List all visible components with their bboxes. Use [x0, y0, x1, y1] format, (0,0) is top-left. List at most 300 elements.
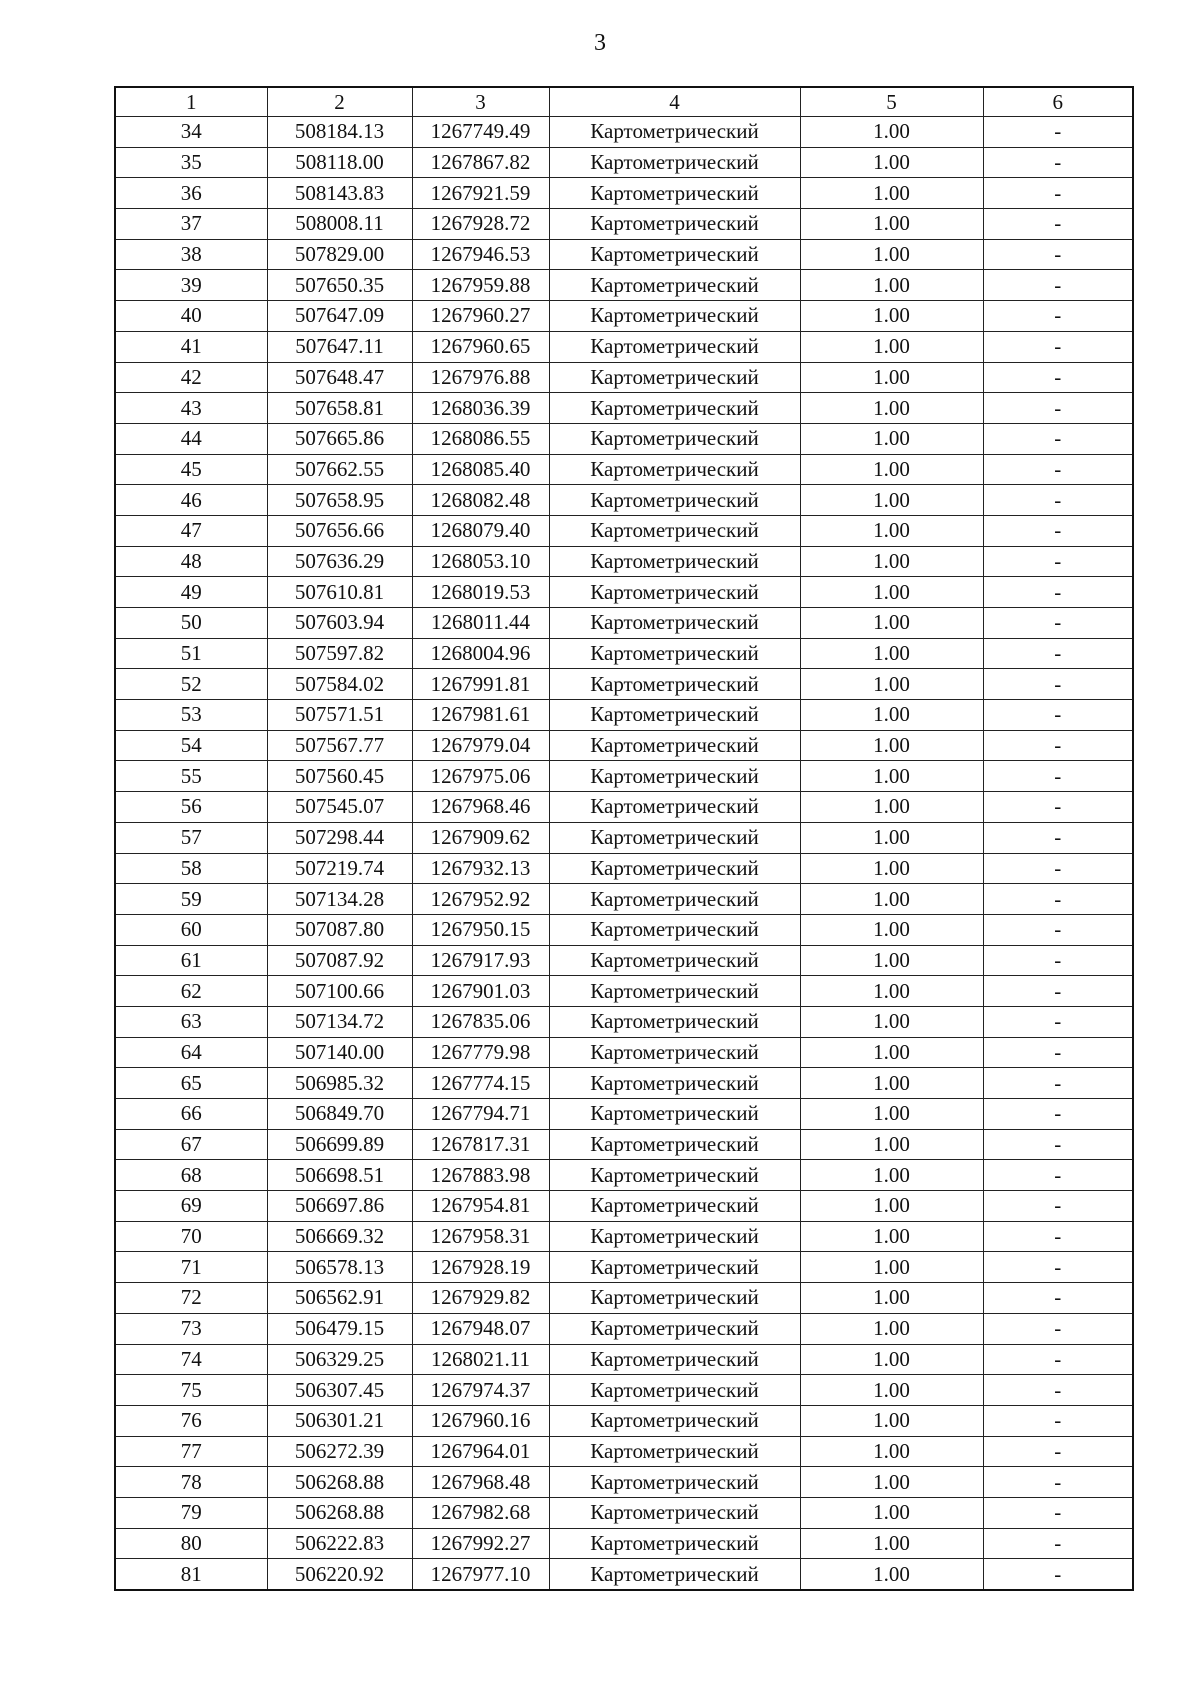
accuracy-cell: 1.00	[800, 1191, 983, 1222]
method-cell: Картометрический	[549, 393, 800, 424]
note-cell: -	[983, 331, 1133, 362]
note-cell: -	[983, 1252, 1133, 1283]
method-cell: Картометрический	[549, 515, 800, 546]
y-coordinate-cell: 1267921.59	[412, 178, 549, 209]
table-row	[115, 1221, 1133, 1252]
table-row	[115, 638, 1133, 669]
method-cell: Картометрический	[549, 1221, 800, 1252]
x-coordinate-cell: 507647.11	[267, 331, 412, 362]
table-row	[115, 1497, 1133, 1528]
table-row	[115, 485, 1133, 516]
note-cell: -	[983, 1006, 1133, 1037]
table-row	[115, 792, 1133, 823]
note-cell: -	[983, 423, 1133, 454]
x-coordinate-cell: 507087.92	[267, 945, 412, 976]
method-cell: Картометрический	[549, 1467, 800, 1498]
y-coordinate-cell: 1267959.88	[412, 270, 549, 301]
accuracy-cell: 1.00	[800, 700, 983, 731]
y-coordinate-cell: 1267817.31	[412, 1129, 549, 1160]
point-number-cell: 70	[115, 1221, 267, 1252]
note-cell: -	[983, 1068, 1133, 1099]
note-cell: -	[983, 178, 1133, 209]
accuracy-cell: 1.00	[800, 393, 983, 424]
table-row	[115, 178, 1133, 209]
table-row	[115, 1528, 1133, 1559]
y-coordinate-cell: 1267909.62	[412, 822, 549, 853]
note-cell: -	[983, 638, 1133, 669]
table-row	[115, 945, 1133, 976]
note-cell: -	[983, 1528, 1133, 1559]
point-number-cell: 78	[115, 1467, 267, 1498]
column-header-4: 4	[549, 87, 800, 117]
accuracy-cell: 1.00	[800, 423, 983, 454]
y-coordinate-cell: 1267981.61	[412, 700, 549, 731]
method-cell: Картометрический	[549, 1528, 800, 1559]
note-cell: -	[983, 1129, 1133, 1160]
accuracy-cell: 1.00	[800, 546, 983, 577]
x-coordinate-cell: 506307.45	[267, 1375, 412, 1406]
table-row	[115, 270, 1133, 301]
note-cell: -	[983, 1375, 1133, 1406]
x-coordinate-cell: 507603.94	[267, 608, 412, 639]
table-row	[115, 362, 1133, 393]
accuracy-cell: 1.00	[800, 1099, 983, 1130]
x-coordinate-cell: 507560.45	[267, 761, 412, 792]
table-row	[115, 976, 1133, 1007]
table-row	[115, 239, 1133, 270]
table-row	[115, 914, 1133, 945]
y-coordinate-cell: 1267928.19	[412, 1252, 549, 1283]
accuracy-cell: 1.00	[800, 209, 983, 240]
point-number-cell: 58	[115, 853, 267, 884]
table-row	[115, 393, 1133, 424]
note-cell: -	[983, 147, 1133, 178]
x-coordinate-cell: 507610.81	[267, 577, 412, 608]
y-coordinate-cell: 1267779.98	[412, 1037, 549, 1068]
table-row	[115, 577, 1133, 608]
table-row	[115, 1344, 1133, 1375]
y-coordinate-cell: 1267974.37	[412, 1375, 549, 1406]
method-cell: Картометрический	[549, 1405, 800, 1436]
point-number-cell: 51	[115, 638, 267, 669]
note-cell: -	[983, 669, 1133, 700]
table-row	[115, 853, 1133, 884]
y-coordinate-cell: 1267982.68	[412, 1497, 549, 1528]
y-coordinate-cell: 1267964.01	[412, 1436, 549, 1467]
accuracy-cell: 1.00	[800, 1497, 983, 1528]
method-cell: Картометрический	[549, 1160, 800, 1191]
method-cell: Картометрический	[549, 730, 800, 761]
method-cell: Картометрический	[549, 1068, 800, 1099]
x-coordinate-cell: 506699.89	[267, 1129, 412, 1160]
accuracy-cell: 1.00	[800, 730, 983, 761]
note-cell: -	[983, 301, 1133, 332]
point-number-cell: 34	[115, 117, 267, 148]
x-coordinate-cell: 506985.32	[267, 1068, 412, 1099]
point-number-cell: 81	[115, 1559, 267, 1590]
point-number-cell: 44	[115, 423, 267, 454]
point-number-cell: 52	[115, 669, 267, 700]
x-coordinate-cell: 507298.44	[267, 822, 412, 853]
table-row	[115, 761, 1133, 792]
table-row	[115, 147, 1133, 178]
point-number-cell: 56	[115, 792, 267, 823]
x-coordinate-cell: 507658.95	[267, 485, 412, 516]
accuracy-cell: 1.00	[800, 1375, 983, 1406]
table-row	[115, 301, 1133, 332]
accuracy-cell: 1.00	[800, 976, 983, 1007]
table-row	[115, 1559, 1133, 1590]
x-coordinate-cell: 507567.77	[267, 730, 412, 761]
note-cell: -	[983, 914, 1133, 945]
method-cell: Картометрический	[549, 822, 800, 853]
x-coordinate-cell: 506562.91	[267, 1283, 412, 1314]
x-coordinate-cell: 507665.86	[267, 423, 412, 454]
point-number-cell: 79	[115, 1497, 267, 1528]
accuracy-cell: 1.00	[800, 669, 983, 700]
method-cell: Картометрический	[549, 608, 800, 639]
method-cell: Картометрический	[549, 1436, 800, 1467]
y-coordinate-cell: 1267917.93	[412, 945, 549, 976]
point-number-cell: 71	[115, 1252, 267, 1283]
point-number-cell: 53	[115, 700, 267, 731]
accuracy-cell: 1.00	[800, 822, 983, 853]
table-row	[115, 1191, 1133, 1222]
accuracy-cell: 1.00	[800, 1313, 983, 1344]
y-coordinate-cell: 1267948.07	[412, 1313, 549, 1344]
accuracy-cell: 1.00	[800, 853, 983, 884]
method-cell: Картометрический	[549, 117, 800, 148]
table-row	[115, 700, 1133, 731]
point-number-cell: 73	[115, 1313, 267, 1344]
accuracy-cell: 1.00	[800, 1006, 983, 1037]
y-coordinate-cell: 1267979.04	[412, 730, 549, 761]
y-coordinate-cell: 1267774.15	[412, 1068, 549, 1099]
x-coordinate-cell: 507662.55	[267, 454, 412, 485]
point-number-cell: 61	[115, 945, 267, 976]
note-cell: -	[983, 485, 1133, 516]
y-coordinate-cell: 1268079.40	[412, 515, 549, 546]
x-coordinate-cell: 506479.15	[267, 1313, 412, 1344]
x-coordinate-cell: 507545.07	[267, 792, 412, 823]
method-cell: Картометрический	[549, 1191, 800, 1222]
accuracy-cell: 1.00	[800, 178, 983, 209]
y-coordinate-cell: 1267977.10	[412, 1559, 549, 1590]
y-coordinate-cell: 1267960.16	[412, 1405, 549, 1436]
y-coordinate-cell: 1268053.10	[412, 546, 549, 577]
note-cell: -	[983, 853, 1133, 884]
x-coordinate-cell: 507584.02	[267, 669, 412, 700]
point-number-cell: 76	[115, 1405, 267, 1436]
note-cell: -	[983, 270, 1133, 301]
y-coordinate-cell: 1267929.82	[412, 1283, 549, 1314]
point-number-cell: 63	[115, 1006, 267, 1037]
note-cell: -	[983, 608, 1133, 639]
y-coordinate-cell: 1267835.06	[412, 1006, 549, 1037]
method-cell: Картометрический	[549, 270, 800, 301]
y-coordinate-cell: 1268036.39	[412, 393, 549, 424]
x-coordinate-cell: 508118.00	[267, 147, 412, 178]
accuracy-cell: 1.00	[800, 761, 983, 792]
note-cell: -	[983, 1344, 1133, 1375]
x-coordinate-cell: 506849.70	[267, 1099, 412, 1130]
column-header-6: 6	[983, 87, 1133, 117]
note-cell: -	[983, 1313, 1133, 1344]
note-cell: -	[983, 761, 1133, 792]
accuracy-cell: 1.00	[800, 270, 983, 301]
point-number-cell: 50	[115, 608, 267, 639]
coordinates-table	[114, 86, 1134, 1591]
header-row	[115, 87, 1133, 117]
accuracy-cell: 1.00	[800, 485, 983, 516]
note-cell: -	[983, 1099, 1133, 1130]
point-number-cell: 49	[115, 577, 267, 608]
point-number-cell: 59	[115, 884, 267, 915]
method-cell: Картометрический	[549, 853, 800, 884]
x-coordinate-cell: 506698.51	[267, 1160, 412, 1191]
table-row	[115, 822, 1133, 853]
y-coordinate-cell: 1268082.48	[412, 485, 549, 516]
method-cell: Картометрический	[549, 976, 800, 1007]
x-coordinate-cell: 506329.25	[267, 1344, 412, 1375]
column-header-3: 3	[412, 87, 549, 117]
accuracy-cell: 1.00	[800, 1559, 983, 1590]
y-coordinate-cell: 1267928.72	[412, 209, 549, 240]
note-cell: -	[983, 945, 1133, 976]
y-coordinate-cell: 1267946.53	[412, 239, 549, 270]
note-cell: -	[983, 1405, 1133, 1436]
y-coordinate-cell: 1267958.31	[412, 1221, 549, 1252]
x-coordinate-cell: 507829.00	[267, 239, 412, 270]
y-coordinate-cell: 1268011.44	[412, 608, 549, 639]
x-coordinate-cell: 507648.47	[267, 362, 412, 393]
note-cell: -	[983, 239, 1133, 270]
point-number-cell: 42	[115, 362, 267, 393]
table-row	[115, 423, 1133, 454]
x-coordinate-cell: 506272.39	[267, 1436, 412, 1467]
y-coordinate-cell: 1268086.55	[412, 423, 549, 454]
y-coordinate-cell: 1267867.82	[412, 147, 549, 178]
method-cell: Картометрический	[549, 178, 800, 209]
y-coordinate-cell: 1267901.03	[412, 976, 549, 1007]
accuracy-cell: 1.00	[800, 454, 983, 485]
accuracy-cell: 1.00	[800, 1405, 983, 1436]
x-coordinate-cell: 507571.51	[267, 700, 412, 731]
accuracy-cell: 1.00	[800, 914, 983, 945]
note-cell: -	[983, 1436, 1133, 1467]
method-cell: Картометрический	[549, 1129, 800, 1160]
table-row	[115, 546, 1133, 577]
x-coordinate-cell: 507219.74	[267, 853, 412, 884]
y-coordinate-cell: 1267950.15	[412, 914, 549, 945]
method-cell: Картометрический	[549, 1559, 800, 1590]
note-cell: -	[983, 1283, 1133, 1314]
accuracy-cell: 1.00	[800, 1129, 983, 1160]
method-cell: Картометрический	[549, 577, 800, 608]
method-cell: Картометрический	[549, 1497, 800, 1528]
method-cell: Картометрический	[549, 546, 800, 577]
x-coordinate-cell: 506669.32	[267, 1221, 412, 1252]
method-cell: Картометрический	[549, 362, 800, 393]
table-row	[115, 209, 1133, 240]
y-coordinate-cell: 1267968.46	[412, 792, 549, 823]
note-cell: -	[983, 454, 1133, 485]
method-cell: Картометрический	[549, 914, 800, 945]
table-row	[115, 1099, 1133, 1130]
point-number-cell: 38	[115, 239, 267, 270]
method-cell: Картометрический	[549, 147, 800, 178]
y-coordinate-cell: 1268085.40	[412, 454, 549, 485]
table-row	[115, 1375, 1133, 1406]
table-row	[115, 1068, 1133, 1099]
page-number: 3	[594, 30, 606, 56]
table-row	[115, 1037, 1133, 1068]
accuracy-cell: 1.00	[800, 515, 983, 546]
method-cell: Картометрический	[549, 485, 800, 516]
point-number-cell: 54	[115, 730, 267, 761]
x-coordinate-cell: 507597.82	[267, 638, 412, 669]
method-cell: Картометрический	[549, 239, 800, 270]
note-cell: -	[983, 730, 1133, 761]
table-row	[115, 1160, 1133, 1191]
x-coordinate-cell: 506301.21	[267, 1405, 412, 1436]
table-row	[115, 1006, 1133, 1037]
method-cell: Картометрический	[549, 884, 800, 915]
accuracy-cell: 1.00	[800, 884, 983, 915]
x-coordinate-cell: 506268.88	[267, 1467, 412, 1498]
accuracy-cell: 1.00	[800, 1068, 983, 1099]
method-cell: Картометрический	[549, 1252, 800, 1283]
accuracy-cell: 1.00	[800, 331, 983, 362]
accuracy-cell: 1.00	[800, 1528, 983, 1559]
table-row	[115, 117, 1133, 148]
point-number-cell: 68	[115, 1160, 267, 1191]
table-row	[115, 1129, 1133, 1160]
note-cell: -	[983, 1037, 1133, 1068]
point-number-cell: 75	[115, 1375, 267, 1406]
note-cell: -	[983, 1221, 1133, 1252]
method-cell: Картометрический	[549, 209, 800, 240]
method-cell: Картометрический	[549, 669, 800, 700]
x-coordinate-cell: 506268.88	[267, 1497, 412, 1528]
y-coordinate-cell: 1267968.48	[412, 1467, 549, 1498]
accuracy-cell: 1.00	[800, 362, 983, 393]
point-number-cell: 60	[115, 914, 267, 945]
note-cell: -	[983, 362, 1133, 393]
table-row	[115, 1436, 1133, 1467]
point-number-cell: 77	[115, 1436, 267, 1467]
table-row	[115, 331, 1133, 362]
x-coordinate-cell: 507647.09	[267, 301, 412, 332]
note-cell: -	[983, 792, 1133, 823]
y-coordinate-cell: 1267749.49	[412, 117, 549, 148]
y-coordinate-cell: 1267954.81	[412, 1191, 549, 1222]
table-row	[115, 884, 1133, 915]
note-cell: -	[983, 117, 1133, 148]
x-coordinate-cell: 508184.13	[267, 117, 412, 148]
accuracy-cell: 1.00	[800, 1344, 983, 1375]
table-row	[115, 1467, 1133, 1498]
method-cell: Картометрический	[549, 1344, 800, 1375]
x-coordinate-cell: 508143.83	[267, 178, 412, 209]
point-number-cell: 47	[115, 515, 267, 546]
method-cell: Картометрический	[549, 700, 800, 731]
y-coordinate-cell: 1267960.27	[412, 301, 549, 332]
point-number-cell: 36	[115, 178, 267, 209]
x-coordinate-cell: 507636.29	[267, 546, 412, 577]
point-number-cell: 72	[115, 1283, 267, 1314]
method-cell: Картометрический	[549, 331, 800, 362]
x-coordinate-cell: 506578.13	[267, 1252, 412, 1283]
point-number-cell: 43	[115, 393, 267, 424]
y-coordinate-cell: 1267794.71	[412, 1099, 549, 1130]
column-header-1: 1	[115, 87, 267, 117]
x-coordinate-cell: 507656.66	[267, 515, 412, 546]
point-number-cell: 67	[115, 1129, 267, 1160]
accuracy-cell: 1.00	[800, 1221, 983, 1252]
y-coordinate-cell: 1268004.96	[412, 638, 549, 669]
accuracy-cell: 1.00	[800, 239, 983, 270]
x-coordinate-cell: 508008.11	[267, 209, 412, 240]
accuracy-cell: 1.00	[800, 945, 983, 976]
accuracy-cell: 1.00	[800, 117, 983, 148]
method-cell: Картометрический	[549, 301, 800, 332]
point-number-cell: 62	[115, 976, 267, 1007]
y-coordinate-cell: 1267991.81	[412, 669, 549, 700]
point-number-cell: 80	[115, 1528, 267, 1559]
point-number-cell: 48	[115, 546, 267, 577]
table-row	[115, 515, 1133, 546]
point-number-cell: 37	[115, 209, 267, 240]
accuracy-cell: 1.00	[800, 301, 983, 332]
note-cell: -	[983, 1559, 1133, 1590]
method-cell: Картометрический	[549, 454, 800, 485]
note-cell: -	[983, 1191, 1133, 1222]
table-row	[115, 1313, 1133, 1344]
method-cell: Картометрический	[549, 638, 800, 669]
method-cell: Картометрический	[549, 1099, 800, 1130]
note-cell: -	[983, 393, 1133, 424]
note-cell: -	[983, 577, 1133, 608]
y-coordinate-cell: 1268019.53	[412, 577, 549, 608]
method-cell: Картометрический	[549, 1313, 800, 1344]
note-cell: -	[983, 515, 1133, 546]
x-coordinate-cell: 507134.72	[267, 1006, 412, 1037]
point-number-cell: 35	[115, 147, 267, 178]
note-cell: -	[983, 884, 1133, 915]
point-number-cell: 40	[115, 301, 267, 332]
accuracy-cell: 1.00	[800, 1037, 983, 1068]
method-cell: Картометрический	[549, 1283, 800, 1314]
y-coordinate-cell: 1267883.98	[412, 1160, 549, 1191]
point-number-cell: 64	[115, 1037, 267, 1068]
x-coordinate-cell: 507658.81	[267, 393, 412, 424]
method-cell: Картометрический	[549, 1006, 800, 1037]
table-row	[115, 1405, 1133, 1436]
point-number-cell: 41	[115, 331, 267, 362]
point-number-cell: 55	[115, 761, 267, 792]
accuracy-cell: 1.00	[800, 147, 983, 178]
accuracy-cell: 1.00	[800, 792, 983, 823]
point-number-cell: 57	[115, 822, 267, 853]
method-cell: Картометрический	[549, 945, 800, 976]
note-cell: -	[983, 700, 1133, 731]
table-row	[115, 730, 1133, 761]
method-cell: Картометрический	[549, 1037, 800, 1068]
method-cell: Картометрический	[549, 1375, 800, 1406]
x-coordinate-cell: 507140.00	[267, 1037, 412, 1068]
y-coordinate-cell: 1267975.06	[412, 761, 549, 792]
